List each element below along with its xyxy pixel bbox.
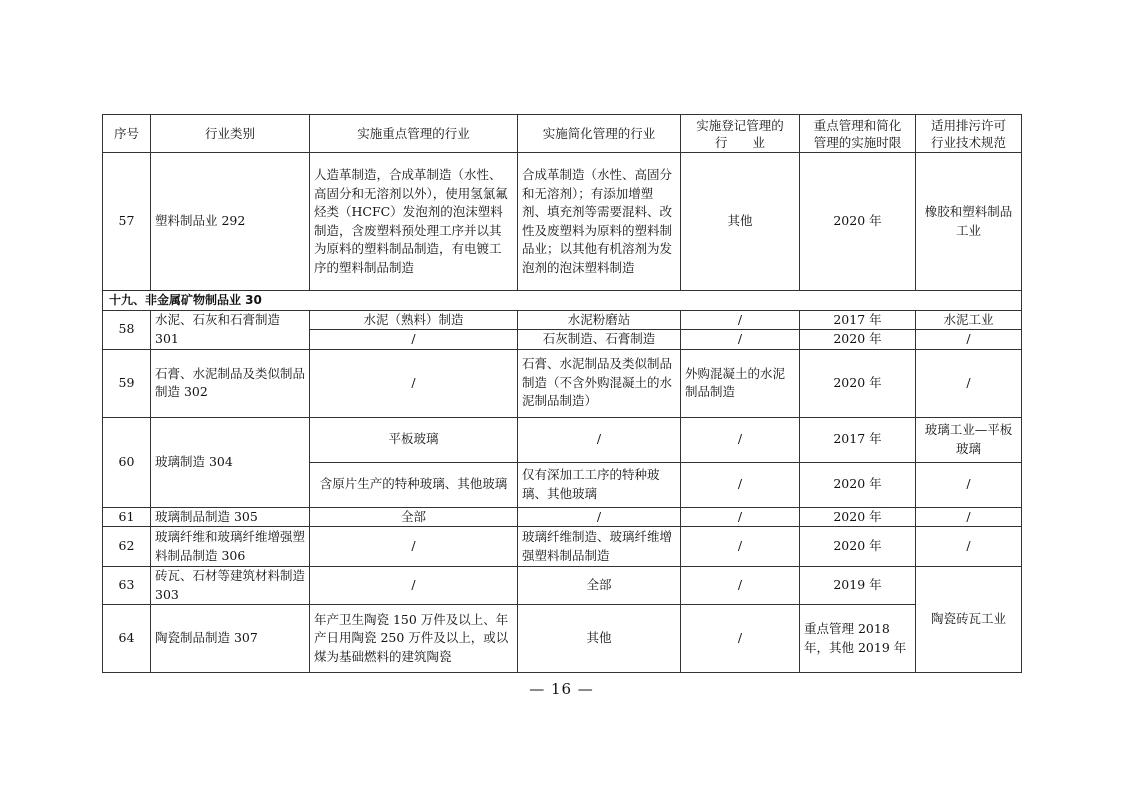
row60b-spec: / (916, 462, 1022, 507)
row63-no: 63 (103, 567, 151, 605)
row57-simple: 合成革制造（水性、高固分和无溶剂）；有添加增塑剂、填充剂等需要混料、改性及废塑料为原料的塑料制品业；以其他有机溶剂为发泡剂的泡沫塑料制造 (518, 153, 681, 291)
header-seq: 序号 (103, 115, 151, 153)
row61-spec: / (916, 507, 1022, 527)
industry-classification-table (102, 114, 1022, 673)
row60a-spec: 玻璃工业—平板玻璃 (916, 417, 1022, 462)
row59-simple: 石膏、水泥制品及类似制品制造（不含外购混凝土的水泥制品制造） (518, 349, 681, 417)
row62-no: 62 (103, 527, 151, 567)
header-period-line2: 管理的实施时限 (813, 134, 902, 150)
section-row (103, 291, 1022, 311)
row64-category: 陶瓷制品制造 307 (151, 605, 310, 673)
row57-no: 57 (103, 153, 151, 291)
header-row (103, 115, 1022, 153)
row58-category: 水泥、石灰和石膏制造 301 (151, 310, 310, 349)
row63-period: 2019 年 (800, 567, 916, 605)
row61-period: 2020 年 (800, 507, 916, 527)
header-spec-line1: 适用排污许可 (930, 117, 1006, 133)
row61-register: / (681, 507, 800, 527)
row60b-key: 含原片生产的特种玻璃、其他玻璃 (310, 462, 518, 507)
page-number: — 16 — (529, 680, 594, 698)
row57-key: 人造革制造，合成革制造（水性、高固分和无溶剂以外），使用氢氯氟烃类（HCFC）发泡剂的泡沫塑料制造，含废塑料预处理工序并以其为原料的塑料制品制造，有电镀工序的塑料制品制造 (310, 153, 518, 291)
row62-simple: 玻璃纤维制造、玻璃纤维增强塑料制品制造 (518, 527, 681, 567)
row60b-register: / (681, 462, 800, 507)
row58a-simple: 水泥粉磨站 (518, 310, 681, 330)
row61-no: 61 (103, 507, 151, 527)
row58a-key: 水泥（熟料）制造 (310, 310, 518, 330)
header-simple: 实施简化管理的行业 (518, 115, 681, 153)
row60-category: 玻璃制造 304 (151, 417, 310, 507)
header-register-line2: 行 业 (714, 134, 765, 150)
row59-register: 外购混凝土的水泥制品制造 (681, 349, 800, 417)
header-spec-line2: 行业技术规范 (930, 134, 1006, 150)
row58b-period: 2020 年 (800, 330, 916, 350)
row60a-key: 平板玻璃 (310, 417, 518, 462)
row62-key: / (310, 527, 518, 567)
row60a-period: 2017 年 (800, 417, 916, 462)
table-row-64 (103, 605, 1022, 673)
row60-no: 60 (103, 417, 151, 507)
row58b-simple: 石灰制造、石膏制造 (518, 330, 681, 350)
section-19-title: 十九、非金属矿物制品业 30 (103, 291, 1022, 311)
row58a-register: / (681, 310, 800, 330)
table-row-62 (103, 527, 1022, 567)
row61-key: 全部 (310, 507, 518, 527)
row57-register: 其他 (681, 153, 800, 291)
header-register-line1: 实施登记管理的 (696, 117, 784, 133)
row62-category: 玻璃纤维和玻璃纤维增强塑料制品制造 306 (151, 527, 310, 567)
header-period (800, 115, 916, 153)
row63-register: / (681, 567, 800, 605)
table-row-58a (103, 310, 1022, 330)
row57-spec: 橡胶和塑料制品工业 (916, 153, 1022, 291)
row60b-simple: 仅有深加工工序的特种玻璃、其他玻璃 (518, 462, 681, 507)
row64-key: 年产卫生陶瓷 150 万件及以上、年产日用陶瓷 250 万件及以上，或以煤为基础燃料的建筑陶瓷 (310, 605, 518, 673)
row63-simple: 全部 (518, 567, 681, 605)
row64-register: / (681, 605, 800, 673)
row60a-simple: / (518, 417, 681, 462)
row64-period: 重点管理 2018 年，其他 2019 年 (800, 605, 916, 673)
row59-period: 2020 年 (800, 349, 916, 417)
row62-register: / (681, 527, 800, 567)
table-row-60a (103, 417, 1022, 462)
row60b-period: 2020 年 (800, 462, 916, 507)
row58a-spec: 水泥工业 (916, 310, 1022, 330)
row57-period: 2020 年 (800, 153, 916, 291)
row61-simple: / (518, 507, 681, 527)
table-row-63 (103, 567, 1022, 605)
header-spec (916, 115, 1022, 153)
row58b-key: / (310, 330, 518, 350)
row63-key: / (310, 567, 518, 605)
row59-no: 59 (103, 349, 151, 417)
row62-period: 2020 年 (800, 527, 916, 567)
row63-category: 砖瓦、石材等建筑材料制造 303 (151, 567, 310, 605)
table-row-57 (103, 153, 1022, 291)
row57-category: 塑料制品业 292 (151, 153, 310, 291)
header-period-line1: 重点管理和简化 (813, 117, 902, 133)
row58a-period: 2017 年 (800, 310, 916, 330)
header-key: 实施重点管理的行业 (310, 115, 518, 153)
row60a-register: / (681, 417, 800, 462)
row58b-spec: / (916, 330, 1022, 350)
table-row-59 (103, 349, 1022, 417)
row64-simple: 其他 (518, 605, 681, 673)
header-category: 行业类别 (151, 115, 310, 153)
row59-spec: / (916, 349, 1022, 417)
row61-category: 玻璃制品制造 305 (151, 507, 310, 527)
row59-key: / (310, 349, 518, 417)
row64-no: 64 (103, 605, 151, 673)
row58-no: 58 (103, 310, 151, 349)
table-row-61 (103, 507, 1022, 527)
row59-category: 石膏、水泥制品及类似制品制造 302 (151, 349, 310, 417)
row63-64-spec: 陶瓷砖瓦工业 (916, 567, 1022, 673)
row58b-register: / (681, 330, 800, 350)
header-register (681, 115, 800, 153)
row62-spec: / (916, 527, 1022, 567)
